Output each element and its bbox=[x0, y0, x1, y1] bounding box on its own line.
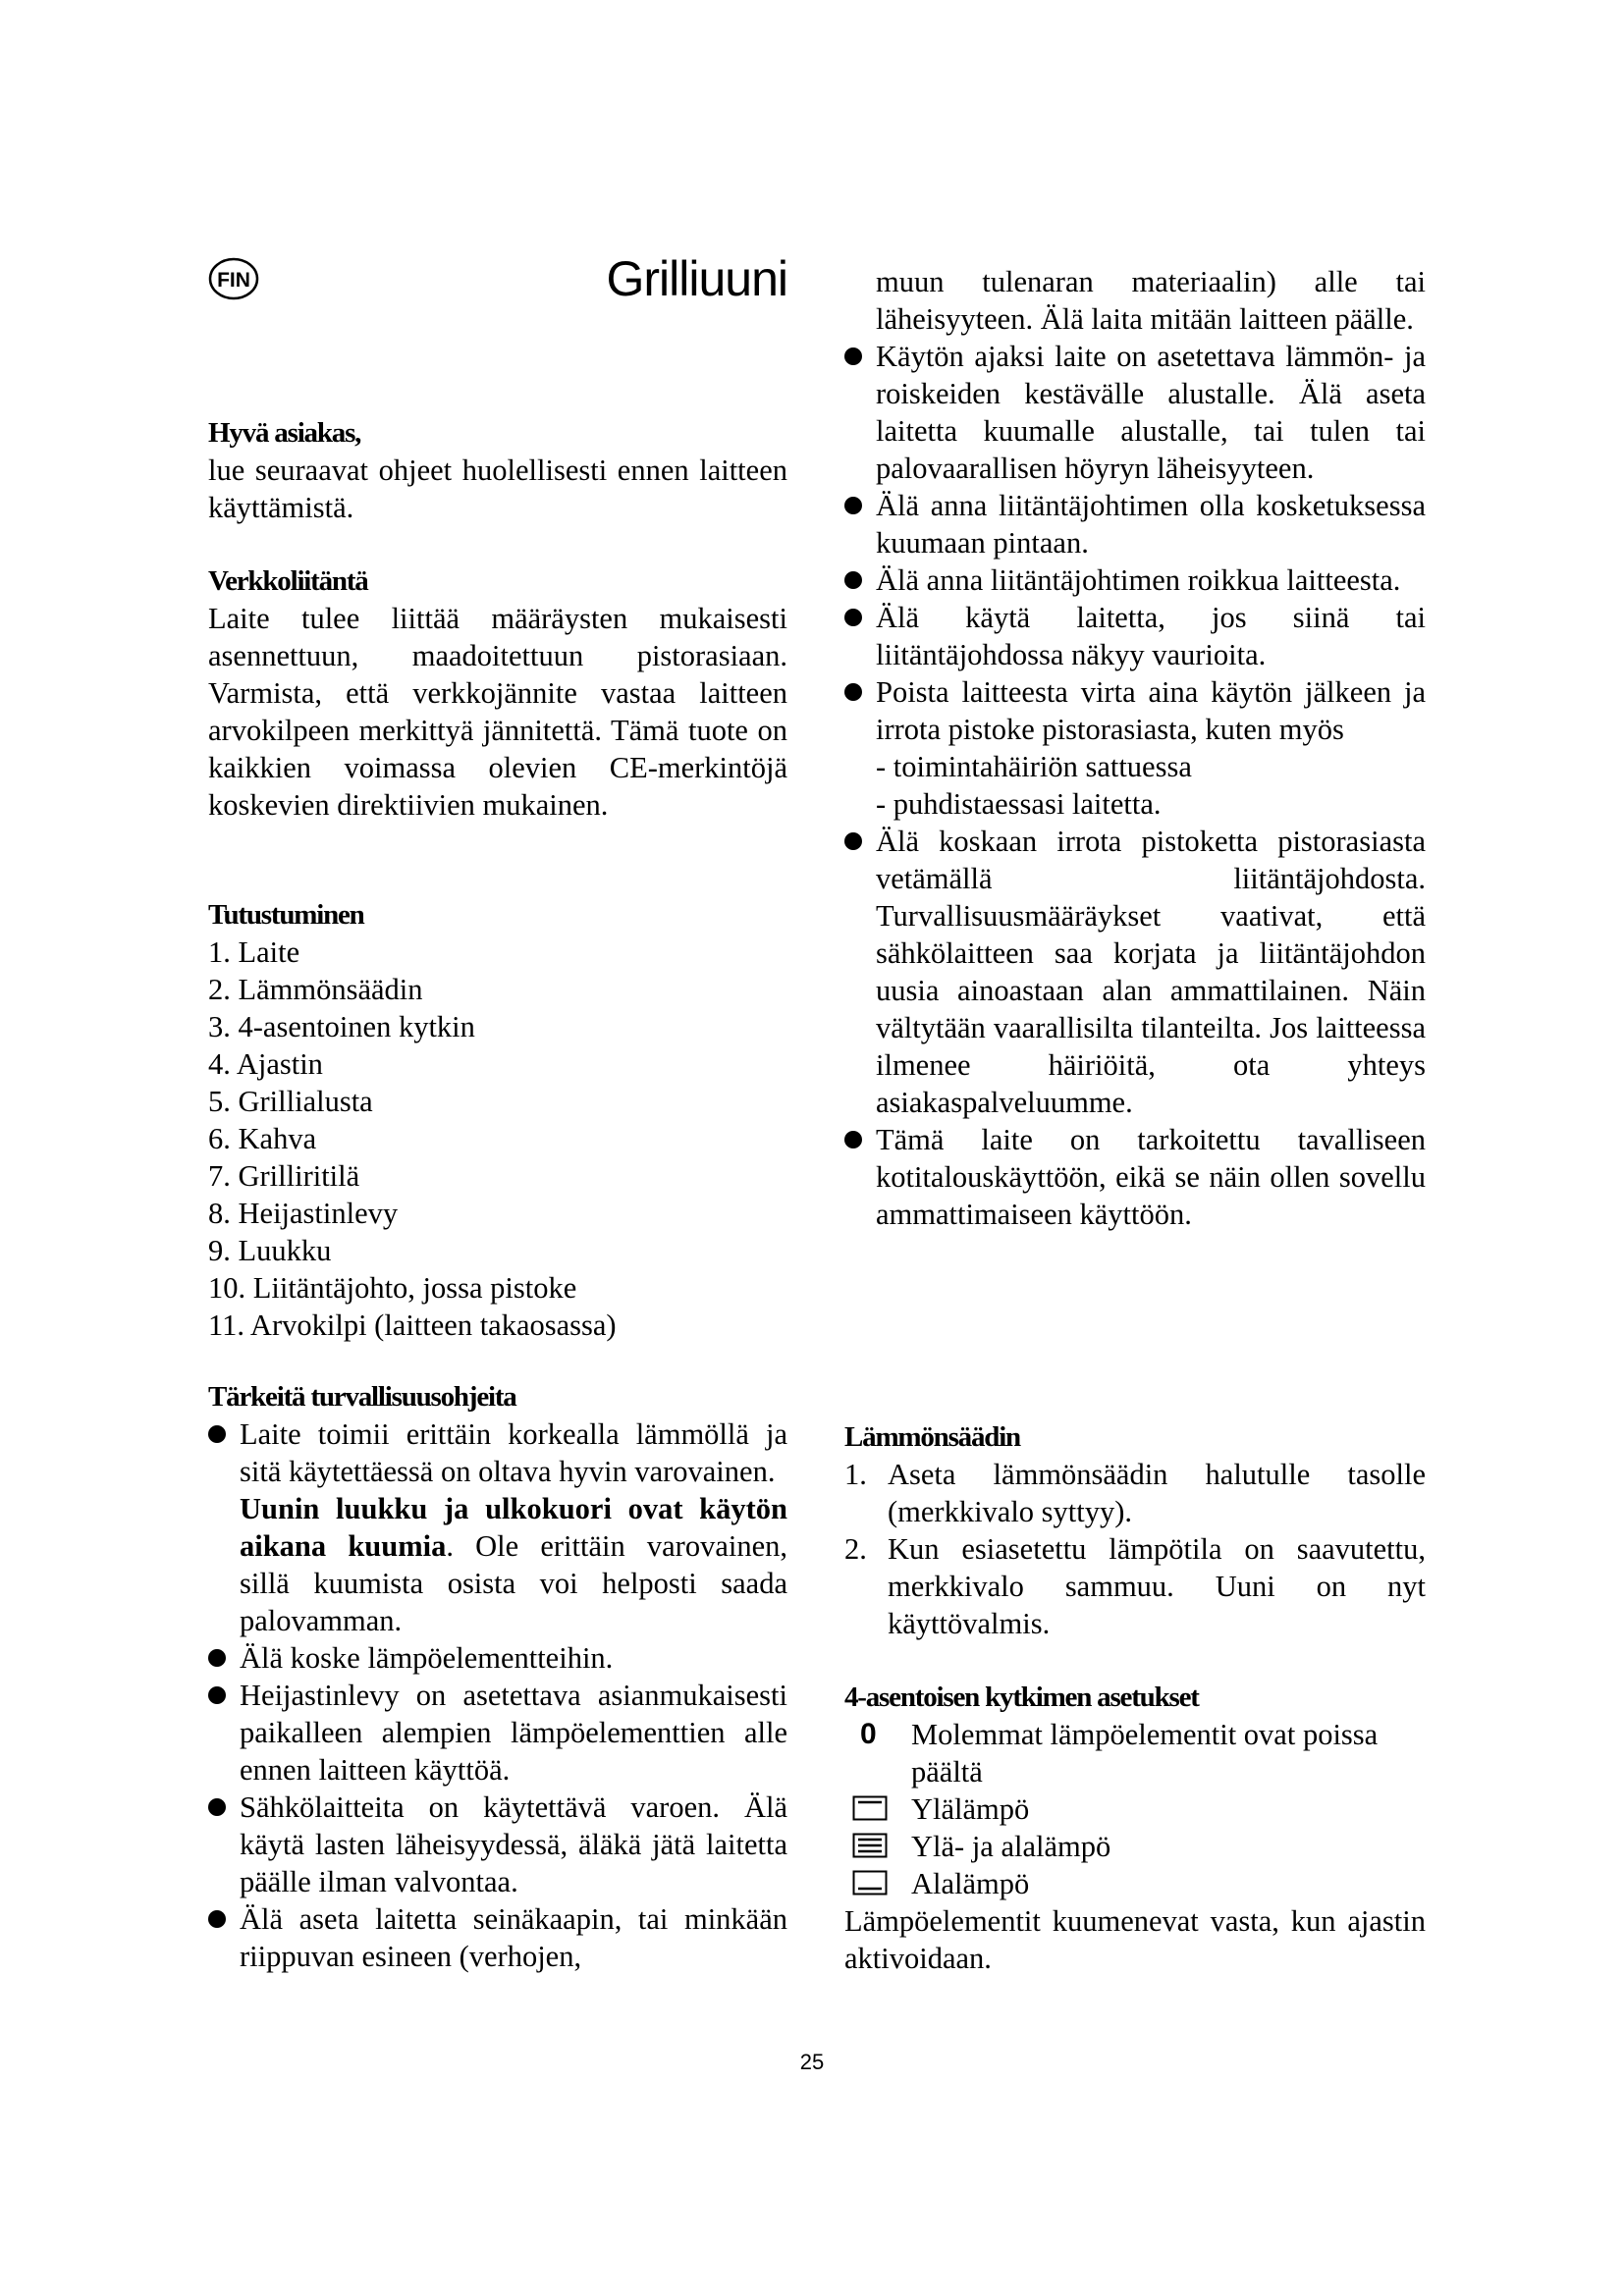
off-position-symbol: 0 bbox=[860, 1718, 877, 1750]
safety-item-text: Älä koskaan irrota pistoketta pistorasiasta vetämällä liitäntäjohdosta. Turvallisuusmääräykset vaativat, että sähkölaitteen saa korjata ja liitäntäjohdon uusia ainoastaan alan ammattilainen. Näin vältytään vaarallisilta tilanteilta. Jos laitteessa ilmenee häiriöitä, ota yhteys asiakaspalveluumme. bbox=[876, 825, 1426, 1119]
parts-item: 8. Heijastinlevy bbox=[208, 1197, 399, 1230]
safety-item-text: Poista laitteesta virta aina käytön jälkeen ja irrota pistoke pistorasiasta, kuten myös bbox=[876, 675, 1426, 746]
switch-option bbox=[844, 1716, 1426, 1790]
switch-option-text: Ylä- ja alalämpö bbox=[911, 1830, 1111, 1863]
parts-item: 10. Liitäntäjohto, jossa pistoke bbox=[208, 1271, 577, 1305]
step-text: Kun esiasetettu lämpötila on saavutettu, merkkivalo sammuu. Uuni on nyt käyttövalmis. bbox=[888, 1532, 1426, 1640]
bullet-icon bbox=[844, 1131, 862, 1148]
switch-section bbox=[844, 1679, 1426, 1977]
top-bottom-heat-icon bbox=[852, 1833, 888, 1858]
safety-item bbox=[208, 1415, 787, 1490]
safety-item bbox=[844, 561, 1426, 599]
safety-item-text: Sähkölaitteita on käytettävä varoen. Älä käytä lasten läheisyydessä, äläkä jätä laitetta päälle ilman valvontaa. bbox=[240, 1790, 787, 1898]
safety-item-text: Älä anna liitäntäjohtimen roikkua laitteesta. bbox=[876, 563, 1401, 597]
parts-item: 7. Grilliritilä bbox=[208, 1159, 360, 1193]
parts-section bbox=[208, 896, 787, 1344]
intro-text: lue seuraavat ohjeet huolellisesti ennen laitteen käyttämistä. bbox=[208, 454, 787, 524]
language-badge bbox=[208, 257, 259, 305]
step-number: 2. bbox=[844, 1532, 867, 1566]
safety-section bbox=[208, 1378, 787, 1975]
switch-option bbox=[844, 1828, 1426, 1865]
safety-item-text: Älä aseta laitetta seinäkaapin, tai minkään riippuvan esineen (verhojen, bbox=[240, 1902, 787, 1973]
thermostat-section bbox=[844, 1418, 1426, 1642]
safety-item-continued bbox=[844, 263, 1426, 338]
bullet-icon bbox=[844, 832, 862, 850]
safety-subitem-text: - toimintahäiriön sattuessa bbox=[876, 750, 1192, 783]
thermostat-step bbox=[844, 1456, 1426, 1530]
bullet-icon bbox=[844, 683, 862, 701]
parts-item: 4. Ajastin bbox=[208, 1047, 323, 1081]
safety-item bbox=[844, 673, 1426, 748]
bullet-icon bbox=[208, 1649, 226, 1667]
connection-text: Laite tulee liittää määräysten mukaisesti asennettuun, maadoitettuun pistorasiaan. Varmista, että verkkojännite vastaa laitteen arvokilpeen merkittyä jännitettä. Tämä tuote on kaikkien voimassa olevien CE-merkintöjä koskevien direktiivien mukainen. bbox=[208, 602, 787, 822]
bullet-icon bbox=[208, 1425, 226, 1443]
fin-badge-icon bbox=[208, 257, 259, 300]
top-heat-icon bbox=[852, 1795, 888, 1821]
connection-heading: Verkkoliitäntä bbox=[208, 565, 368, 597]
parts-item: 3. 4-asentoinen kytkin bbox=[208, 1010, 475, 1043]
safety-item-text: Käytön ajaksi laite on asetettava lämmön- ja roiskeiden kestävälle alustalle. Älä aseta laitetta kuumalle alustalle, tai tulen tai palovaarallisen höyryn läheisyyteen. bbox=[876, 340, 1426, 485]
safety-section-continued bbox=[844, 263, 1426, 1233]
bullet-icon bbox=[844, 571, 862, 589]
safety-item bbox=[844, 599, 1426, 673]
safety-subitem bbox=[844, 785, 1426, 823]
switch-option-text: Molemmat lämpöelementit ovat poissa päältä bbox=[911, 1718, 1379, 1789]
step-text: Aseta lämmönsäädin halutulle tasolle (merkkivalo syttyy). bbox=[888, 1458, 1426, 1528]
parts-item: 9. Luukku bbox=[208, 1234, 332, 1267]
safety-item-text: Älä käytä laitetta, jos siinä tai liitäntäjohdossa näkyy vaurioita. bbox=[876, 601, 1426, 671]
bullet-icon bbox=[208, 1686, 226, 1704]
switch-option bbox=[844, 1790, 1426, 1828]
parts-list bbox=[208, 934, 787, 1344]
safety-item-text: muun tulenaran materiaalin) alle tai läheisyyteen. Älä laita mitään laitteen päälle. bbox=[876, 265, 1426, 336]
safety-item bbox=[844, 823, 1426, 1121]
switch-option-text: Alalämpö bbox=[911, 1867, 1030, 1900]
safety-item-text: Älä koske lämpöelementteihin. bbox=[240, 1641, 614, 1675]
bullet-icon bbox=[208, 1910, 226, 1928]
safety-item-text: Älä anna liitäntäjohtimen olla kosketuksessa kuumaan pintaan. bbox=[876, 489, 1426, 560]
safety-item bbox=[844, 487, 1426, 561]
bullet-icon bbox=[844, 609, 862, 626]
switch-heading: 4-asentoisen kytkimen asetukset bbox=[844, 1682, 1199, 1713]
step-number: 1. bbox=[844, 1458, 867, 1491]
intro-heading: Hyvä asiakas, bbox=[208, 417, 361, 449]
safety-subitem bbox=[844, 748, 1426, 785]
safety-item-text: Laite toimii erittäin korkealla lämmöllä ja sitä käytettäessä on oltava hyvin varovainen. bbox=[240, 1417, 787, 1488]
parts-item: 2. Lämmönsäädin bbox=[208, 973, 423, 1006]
connection-section bbox=[208, 562, 787, 824]
safety-heading: Tärkeitä turvallisuusohjeita bbox=[208, 1381, 516, 1413]
safety-item bbox=[208, 1677, 787, 1789]
switch-option-text: Ylälämpö bbox=[911, 1792, 1030, 1826]
bullet-icon bbox=[844, 497, 862, 514]
switch-note: Lämpöelementit kuumenevat vasta, kun ajastin aktivoidaan. bbox=[844, 1904, 1426, 1975]
page-number: 25 bbox=[799, 2050, 825, 2074]
safety-item bbox=[844, 1121, 1426, 1233]
parts-item: 6. Kahva bbox=[208, 1122, 317, 1155]
switch-option bbox=[844, 1865, 1426, 1902]
safety-item bbox=[208, 1789, 787, 1900]
bullet-icon bbox=[844, 347, 862, 365]
safety-item-bold: Uunin luukku ja ulkokuori ovat käytön aikana kuumia bbox=[240, 1492, 787, 1563]
parts-item: 11. Arvokilpi (laitteen takaosassa) bbox=[208, 1308, 617, 1342]
page-title: Grilliuuni bbox=[606, 251, 787, 306]
parts-heading: Tutustuminen bbox=[208, 899, 364, 931]
thermostat-step bbox=[844, 1530, 1426, 1642]
safety-item-text: Tämä laite on tarkoitettu tavalliseen kotitalouskäyttöön, eikä se näin ollen sovellu ammattimaiseen käyttöön. bbox=[876, 1123, 1426, 1231]
parts-item: 5. Grillialusta bbox=[208, 1085, 373, 1118]
safety-item bbox=[208, 1639, 787, 1677]
safety-subitem-text: - puhdistaessasi laitetta. bbox=[876, 787, 1162, 821]
safety-item-continued bbox=[208, 1490, 787, 1639]
parts-item: 1. Laite bbox=[208, 935, 300, 969]
safety-item-text: Heijastinlevy on asetettava asianmukaisesti paikalleen alempien lämpöelementtien alle ennen laitteen käyttöä. bbox=[240, 1679, 787, 1787]
bottom-heat-icon bbox=[852, 1870, 888, 1896]
safety-item bbox=[208, 1900, 787, 1975]
thermostat-heading: Lämmönsäädin bbox=[844, 1421, 1020, 1453]
bullet-icon bbox=[208, 1798, 226, 1816]
safety-item bbox=[844, 338, 1426, 487]
language-badge-label: FIN bbox=[217, 269, 250, 292]
safety-item-text: . Ole erittäin varovainen, sillä kuumista osista voi helposti saada palovamman. bbox=[240, 1529, 787, 1637]
intro-section bbox=[208, 414, 787, 526]
